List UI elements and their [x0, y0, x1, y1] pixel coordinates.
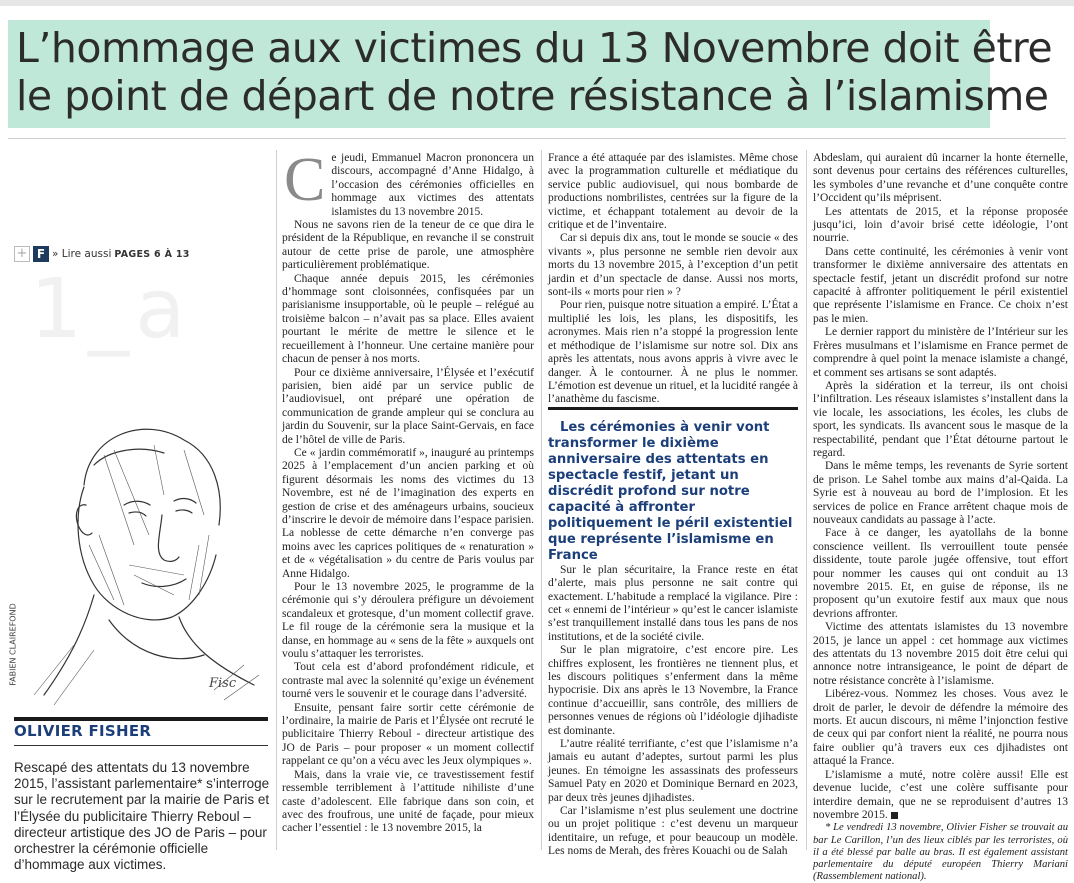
paragraph: Dans cette continuité, les cérémonies à venir vont transformer le dixième anniversaire des attentats en spectacle festif, jetant un discrédit profond sur notre capacité à affronter politiquement le péril existentiel que représente l’islamisme en France. Ce choix n’est pas le mien.: [813, 245, 1068, 325]
pull-quote: Les cérémonies à venir vont transformer le dixième anniversaire des attentats en spectacle festif, jetant un discrédit profond sur notre capacité à affronter politiquement le péril existentiel que représente l’islamisme en France: [548, 407, 798, 564]
paragraph: Après la sidération et la terreur, ils ont choisi l’infiltration. Les réseaux islamistes s’installent dans la vie locale, les associations, les écoles, les clubs de sport, les syndicats. Ils avancent sous le masque de la respectabilité, pendant que l’État détourne partout le regard.: [813, 379, 1068, 459]
drop-cap: C: [284, 146, 326, 214]
author-rule-thick: [14, 717, 268, 721]
article-headline: [16, 24, 1053, 120]
background-watermark: 1_a: [30, 262, 192, 357]
end-of-article-mark: [891, 812, 898, 819]
paragraph: Sur le plan sécuritaire, la France reste en état d’alerte, mais plus personne ne sait contre qui exactement. L’habitude a remplacé la vigilance. Pire : cet « ennemi de l’intérieur » qu’est le cancer islamiste s’est tranquillement installé dans tous les pans de nos institutions, et de la société civile.: [548, 563, 798, 643]
author-bio: Rescapé des attentats du 13 novembre 2015, l’assistant parlementaire* s’interroge sur le recrutement par la mairie de Paris et l’Élysée du publicitaire Thierry Reboul – directeur artistique des JO de Paris – pour orchestrer la cérémonie officielle d’hommage aux victimes.: [14, 760, 270, 873]
column-divider: [541, 150, 542, 850]
read-also-link[interactable]: [14, 246, 190, 262]
column-divider: [806, 150, 807, 850]
headline-line-2: le point de départ de notre résistance à l’islamisme: [16, 72, 1049, 120]
article-column-3: [813, 152, 1068, 883]
paragraph: Le dernier rapport du ministère de l’Intérieur sur les Frères musulmans et l’islamisme en France permet de comprendre à quel point la menace islamiste a changé, et comment ses artisans se sont adaptés.: [813, 326, 1068, 379]
paragraph: Chaque année depuis 2015, les cérémonies d’hommage sont cloisonnées, confisquées par un parisianisme insupportable, où le peuple – relégué au troisième balcon – n’avait pas sa place. Elles avaient pourtant le mérite de mettre le silence et le recueillement à l’honneur. Une certaine manière pour chacun de penser à nos morts.: [282, 272, 534, 366]
closing-paragraph: [813, 769, 1068, 823]
svg-text:Fisc: Fisc: [209, 676, 237, 691]
article-column-2: [548, 152, 798, 858]
author-name: OLIVIER FISHER: [14, 722, 152, 740]
paragraph: Mais, dans la vraie vie, ce travestissement festif ressemble terriblement à l’attitude nihiliste d’une caste d’adolescent. Elle fabrique dans son coin, et avec des froufrous, une unité de façade, pour mieux cacher l’essentiel : le 13 novembre 2015, la: [282, 768, 534, 835]
paragraph: Face à ce danger, les ayatollahs de la bonne conscience veillent. Ils verrouillent toute pensée dissidente, toute parole jugée offensive, tout effort pour nommer les causes qui ont conduit au 13 novembre 2015. Et, en guise de réponse, ils ne proposent qu’un exutoire festif aux maux que nous devrions affronter.: [813, 527, 1068, 620]
author-rule-thin: [14, 745, 268, 746]
paragraph: Ensuite, pensant faire sortir cette cérémonie de l’ordinaire, la mairie de Paris et l’Élysée ont recruté le publicitaire Thierry Reboul - directeur artistique des JO de Paris – pour proposer « un moment collectif rappelant ce qu’on a vécu avec les Jeux olympiques ».: [282, 701, 534, 768]
paragraph: Abdeslam, qui auraient dû incarner la honte éternelle, sont devenus pour certains des références culturelles, les symboles d’une revanche et d’une conquête contre l’Occident qu’ils méprisent.: [813, 152, 1068, 205]
paragraph: L’autre réalité terrifiante, c’est que l’islamisme n’a jamais eu autant d’adeptes, surtout parmi les plus jeunes. En témoigne les assassinats des professeurs Samuel Paty en 2020 et Dominique Bernard en 2023, par deux très jeunes djihadistes.: [548, 738, 798, 804]
paragraph: Car si depuis dix ans, tout le monde se soucie « des vivants », plus personne ne semble rien devoir aux morts du 13 novembre 2015, à l’exception d’un petit jardin et d’un spectacle de danse. Aussi nos morts, sont-ils « morts pour rien » ?: [548, 232, 798, 299]
paragraph: Pour ce dixième anniversaire, l’Élysée et l’exécutif parisien, bien aidé par un service public de l’audiovisuel, ont préparé une opération de communication de grande ampleur qui se conclura au jardin du Souvenir, sur la place Saint-Gervais, en face de l’hôtel de ville de Paris.: [282, 366, 534, 446]
read-also-label: » Lire aussi: [52, 248, 112, 260]
top-border: [0, 0, 1074, 6]
column-divider: [276, 150, 277, 850]
paragraph: Victime des attentats islamistes du 13 novembre 2015, je lance un appel : cet hommage aux victimes des attentats du 13 novembre 2015 doit être celui qui annonce notre intransigeance, le point de départ de notre résistance concrète à l’islamisme.: [813, 621, 1068, 687]
paragraph: Pour le 13 novembre 2025, le programme de la cérémonie qui s’y déroulera préfigure un dévoiement scandaleux et grotesque, d’un moment collectif grave. Le fil rouge de la cérémonie sera la musique et la danse, en hommage au « sens de la fête » auxquels ont voulu s’attaquer les terroristes.: [282, 581, 534, 661]
read-also-pages: PAGES 6 À 13: [114, 248, 190, 260]
author-portrait-sketch: [14, 395, 266, 710]
article-column-1: [282, 146, 534, 847]
headline-line-1: L’hommage aux victimes du 13 Novembre doit être: [16, 24, 1053, 72]
paragraph: Ce « jardin commémoratif », inauguré au printemps 2025 à l’emplacement d’un ancien parking et où figurent désormais les noms des victimes du 13 Novembre, est né de l’imagination des experts en gestion de crise et des aménageurs urbains, soucieux d’inscrire le devoir de mémoire dans l’espace parisien. La noblesse de cette démarche n’en converge pas moins avec les caprices politiques de « renaturation » et de « végétalisation » du centre de Paris voulus par Anne Hidalgo.: [282, 446, 534, 580]
paragraph: Libérez-vous. Nommez les choses. Vous avez le droit de parler, le devoir de défendre la mémoire des morts. Et aucun discours, ni même l’injonction festive de ceux qui par confort nient la réalité, ne pourra nous faire oublier qu’à travers eux ces djihadistes ont attaqué la France.: [813, 688, 1068, 768]
paragraph: Tout cela est d’abord profondément ridicule, et contraste mal avec la solennité qu’exige un événement tourné vers le souvenir et le courage dans l’adversité.: [282, 661, 534, 701]
paragraph: Car l’islamisme n’est plus seulement une doctrine ou un projet politique : c’est devenu un marqueur identitaire, un refuge, et pour beaucoup un modèle. Les noms de Merah, des frères Kouachi ou de Salah: [548, 805, 798, 858]
paragraph: Nous ne savons rien de la teneur de ce que dira le président de la République, en revanche il se construit autour de cette prise de parole, une atmosphère particulièrement problématique.: [282, 219, 534, 272]
newspaper-logo-icon: F: [33, 246, 49, 262]
paragraph: France a été attaquée par des islamistes. Même chose avec la programmation culturelle et médiatique du service public audiovisuel, qui nous bombarde de productions nombrilistes, centrées sur la figure de la victime, et échappant totalement au devoir de la critique et de l’inventaire.: [548, 152, 798, 232]
photo-credit: FABIEN CLAIREFOND: [8, 603, 18, 686]
paragraph: Sur le plan migratoire, c’est encore pire. Les chiffres explosent, les frontières ne tiennent plus, et les discours politiques s’enferment dans la même hypocrisie. Dix ans après le 13 Novembre, la France continue d’accueillir, sans contrôle, des milliers de personnes venues de régions où l’idéologie djihadiste est dominante.: [548, 644, 798, 737]
paragraph: Pour rien, puisque notre situation a empiré. L’État a multiplié les lois, les plans, les dispositifs, les acronymes. Mais rien n’a stoppé la progression lente et méthodique de l’islamisme sur notre sol. Dix ans après les attentats, nous avons appris à vivre avec le danger. À le contourner. À ne plus le nommer. L’émotion est devenue un rituel, et la lucidité rangée à l’anathème du fascisme.: [548, 299, 798, 406]
paragraph-text: L’islamisme a muté, notre colère aussi! Elle est devenue lucide, c’est une colère suffisante pour interdire demain, que ne se reproduisent d’autres 13 novembre 2015.: [813, 768, 1068, 821]
footnote: * Le vendredi 13 novembre, Olivier Fisher se trouvait au bar Le Carillon, l’un des lieux ciblés par les terroristes, où il a été blessé par balle au bras. Il est également assistant parlementaire du député européen Thierry Mariani (Rassemblement national).: [813, 822, 1068, 883]
paragraph: e jeudi, Emmanuel Macron prononcera un discours, accompagné d’Anne Hidalgo, à l’occasion des cérémonies officielles en hommage aux victimes des attentats islamistes du 13 novembre 2015.: [331, 152, 534, 218]
plus-icon: +: [14, 246, 30, 262]
paragraph: Les attentats de 2015, et la réponse proposée jusqu’ici, loin d’avoir brisé cette idéologie, l’ont nourrie.: [813, 205, 1068, 245]
paragraph: Dans le même temps, les revenants de Syrie sortent de prison. Le Sahel tombe aux mains d’al-Qaida. La Syrie est à nouveau au bord de l’implosion. Et les services de police en France arrêtent chaque mois de nouveaux candidats au passage à l’acte.: [813, 460, 1068, 526]
headline-divider: [8, 138, 1066, 139]
